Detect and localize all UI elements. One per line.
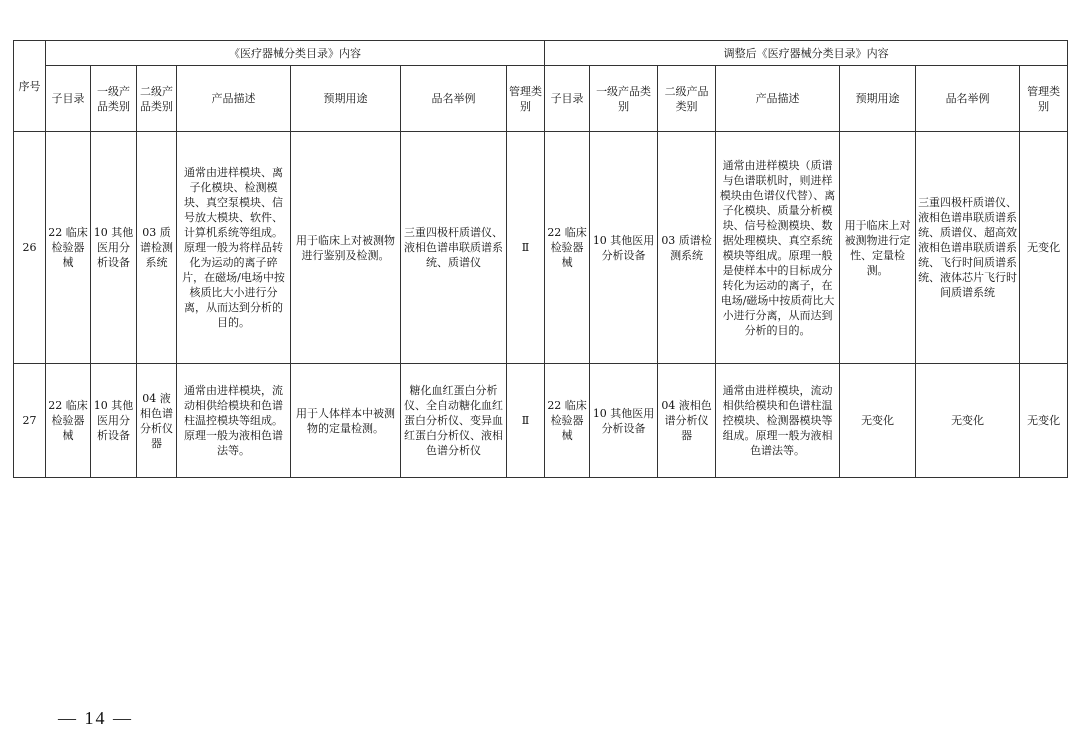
page-number: — 14 —	[58, 708, 133, 728]
examples-cell: 糖化血红蛋白分析仪、全自动糖化血红蛋白分析仪、变异血红蛋白分析仪、液相色谱分析仪	[401, 364, 507, 478]
sub-header: 子目录	[46, 66, 91, 132]
level1-cell-adjusted: 10 其他医用分析设备	[590, 364, 658, 478]
use-cell-adjusted: 用于临床上对被测物进行定性、定量检测。	[840, 132, 916, 364]
level1-cell: 10 其他医用分析设备	[91, 364, 137, 478]
level2-cell-adjusted: 04 液相色谱分析仪器	[658, 364, 716, 478]
examples-cell-adjusted: 三重四极杆质谱仪、液相色谱串联质谱系统、质谱仪、超高效液相色谱串联质谱系统、飞行时间质谱系统、液体芯片飞行时间质谱系统	[916, 132, 1020, 364]
examples-header: 品名举例	[401, 66, 507, 132]
seq-cell: 27	[14, 364, 46, 478]
table-row	[14, 132, 1068, 364]
section-adjusted-header: 调整后《医疗器械分类目录》内容	[545, 41, 1068, 66]
examples-header-adjusted: 品名举例	[916, 66, 1020, 132]
seq-cell: 26	[14, 132, 46, 364]
mgmt-cell: Ⅱ	[507, 364, 545, 478]
mgmt-header: 管理类别	[507, 66, 545, 132]
level1-header: 一级产品类别	[91, 66, 137, 132]
level1-cell-adjusted: 10 其他医用分析设备	[590, 132, 658, 364]
seq-header: 序号	[14, 41, 46, 132]
sub-cell: 22 临床检验器械	[46, 364, 91, 478]
use-header-adjusted: 预期用途	[840, 66, 916, 132]
level2-cell: 04 液相色谱分析仪器	[137, 364, 177, 478]
use-cell: 用于临床上对被测物进行鉴别及检测。	[291, 132, 401, 364]
sub-cell-adjusted: 22 临床检验器械	[545, 364, 590, 478]
level2-header: 二级产品类别	[137, 66, 177, 132]
level1-cell: 10 其他医用分析设备	[91, 132, 137, 364]
examples-cell-adjusted: 无变化	[916, 364, 1020, 478]
mgmt-cell: Ⅱ	[507, 132, 545, 364]
desc-cell: 通常由进样模块、离子化模块、检测模块、真空泵模块、信号放大模块、软件、计算机系统等组成。原理一般为将样品转化为运动的离子碎片，在磁场/电场中按核质比大小进行分离，从而达到分析的目的。	[177, 132, 291, 364]
desc-header: 产品描述	[177, 66, 291, 132]
sub-header-adjusted: 子目录	[545, 66, 590, 132]
use-cell: 用于人体样本中被测物的定量检测。	[291, 364, 401, 478]
use-header: 预期用途	[291, 66, 401, 132]
level1-header-adjusted: 一级产品类别	[590, 66, 658, 132]
use-cell-adjusted: 无变化	[840, 364, 916, 478]
sub-cell: 22 临床检验器械	[46, 132, 91, 364]
examples-cell: 三重四极杆质谱仪、液相色谱串联质谱系统、质谱仪	[401, 132, 507, 364]
mgmt-header-adjusted: 管理类别	[1020, 66, 1068, 132]
desc-cell-adjusted: 通常由进样模块，流动相供给模块和色谱柱温控模块、检测器模块等组成。原理一般为液相色谱法等。	[716, 364, 840, 478]
desc-cell: 通常由进样模块，流动相供给模块和色谱柱温控模块等组成。原理一般为液相色谱法等。	[177, 364, 291, 478]
desc-header-adjusted: 产品描述	[716, 66, 840, 132]
level2-cell: 03 质谱检测系统	[137, 132, 177, 364]
mgmt-cell-adjusted: 无变化	[1020, 132, 1068, 364]
table-row	[14, 364, 1068, 478]
section-original-header: 《医疗器械分类目录》内容	[46, 41, 545, 66]
level2-header-adjusted: 二级产品类别	[658, 66, 716, 132]
sub-cell-adjusted: 22 临床检验器械	[545, 132, 590, 364]
classification-table	[13, 40, 1068, 478]
mgmt-cell-adjusted: 无变化	[1020, 364, 1068, 478]
desc-cell-adjusted: 通常由进样模块（质谱与色谱联机时，则进样模块由色谱仪代替）、离子化模块、质量分析模块、信号检测模块、数据处理模块、真空系统模块等组成。原理一般是使样本中的目标成分转化为运动的离子，在电场/磁场中按质荷比大小进行分离，从而达到分析的目的。	[716, 132, 840, 364]
level2-cell-adjusted: 03 质谱检测系统	[658, 132, 716, 364]
